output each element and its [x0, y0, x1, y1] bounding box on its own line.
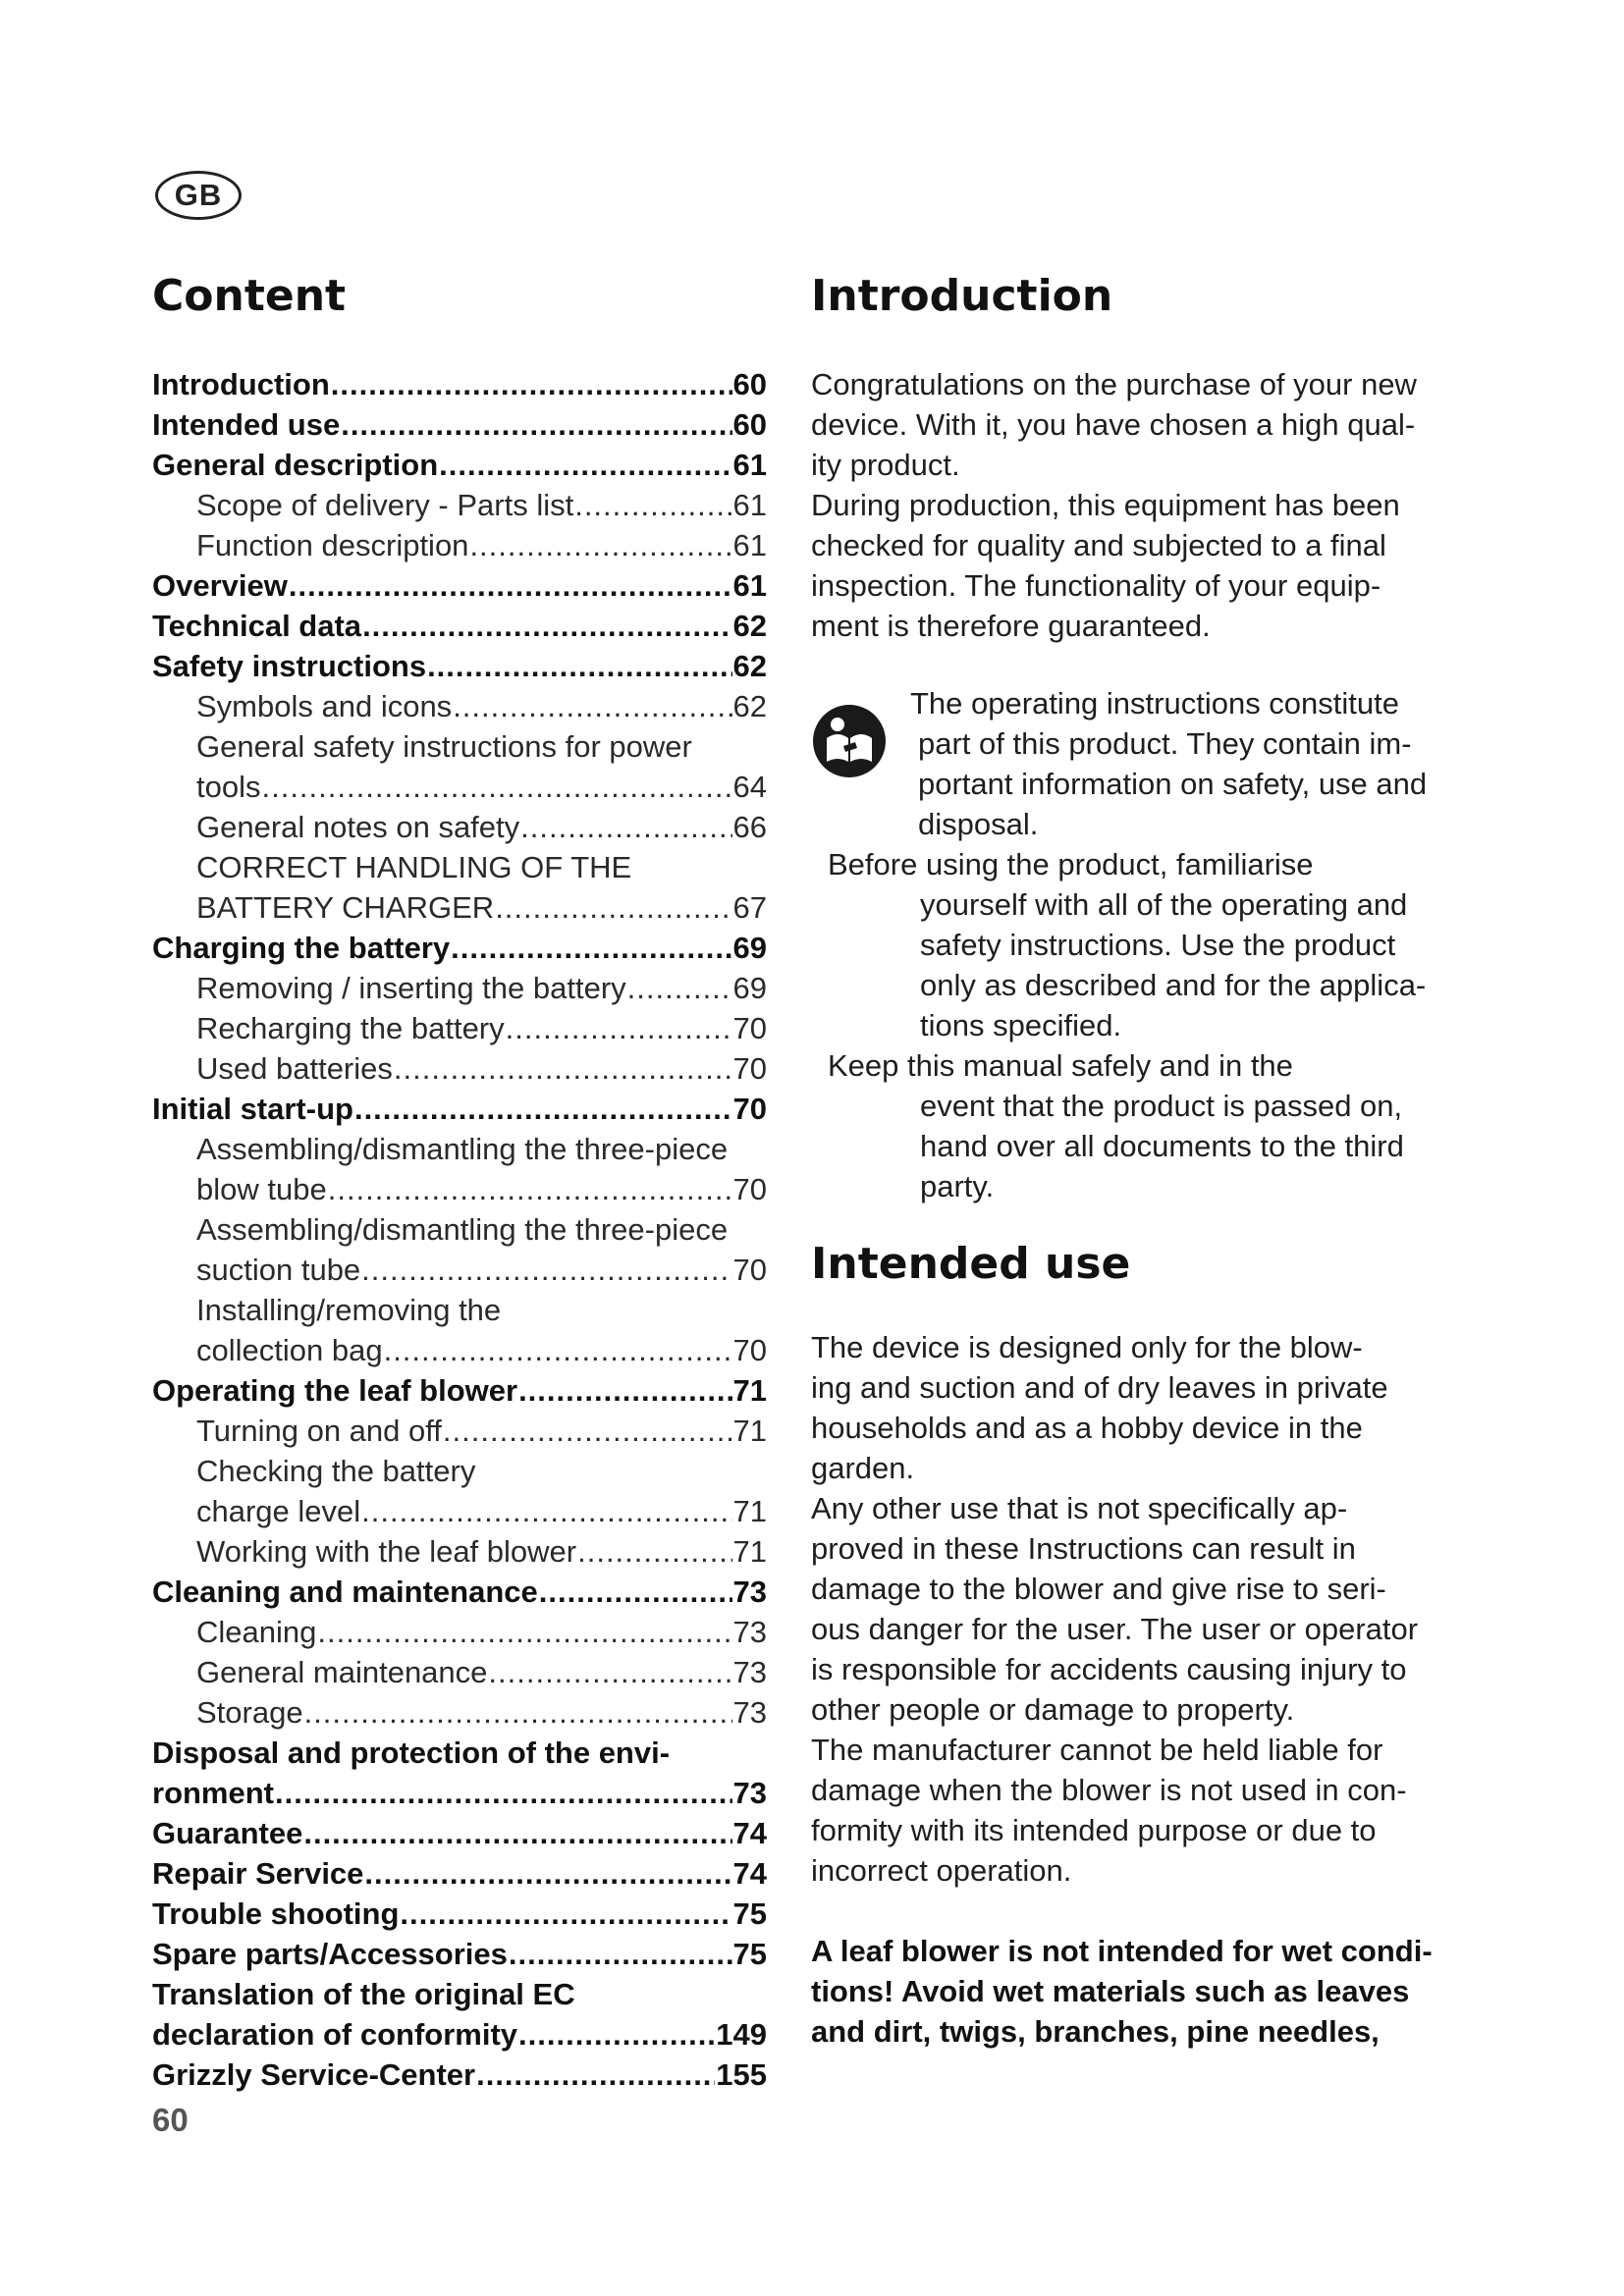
toc-entry-page: 75	[732, 1896, 767, 1931]
toc-entry-title: charge level	[196, 1494, 361, 1528]
text-line: During production, this equipment has been	[811, 488, 1400, 522]
toc-leader-dots	[341, 404, 731, 445]
toc-entry	[152, 887, 767, 928]
toc-entry-title: collection bag	[196, 1333, 383, 1367]
toc-entry	[152, 1008, 767, 1048]
toc-entry-page: 70	[732, 1092, 767, 1126]
toc-entry	[152, 364, 767, 404]
toc-entry	[152, 968, 767, 1008]
toc-leader-dots	[275, 1773, 732, 1813]
toc-entry-title: Trouble shooting	[152, 1896, 400, 1931]
toc-entry	[152, 928, 767, 968]
toc-entry	[152, 1250, 767, 1290]
toc-leader-dots	[518, 1370, 731, 1411]
toc-entry-title: Removing / inserting the battery	[196, 971, 626, 1005]
text-line: The operating instructions constitute	[910, 686, 1399, 721]
text-line: tions specified.	[920, 1008, 1122, 1042]
toc-entry	[152, 646, 767, 686]
toc-entry	[152, 1733, 767, 1773]
text-line: tions! Avoid wet materials such as leaves	[811, 1974, 1410, 2008]
toc-leader-dots	[362, 606, 731, 646]
toc-leader-dots	[627, 968, 732, 1008]
toc-entry-title: Intended use	[152, 407, 341, 442]
toc-entry-title: Overview	[152, 568, 288, 603]
toc-entry	[152, 1974, 767, 2014]
toc-entry-title: Spare parts/Accessories	[152, 1937, 508, 1971]
toc-entry	[152, 606, 767, 646]
toc-entry-page: 75	[732, 1937, 767, 1971]
toc-entry	[152, 404, 767, 445]
toc-entry-title: Introduction	[152, 367, 330, 401]
toc-entry	[152, 1652, 767, 1692]
toc-entry-title: Assembling/dismantling the three-piece	[196, 1132, 729, 1166]
toc-leader-dots	[443, 1411, 732, 1451]
toc-entry	[152, 1330, 767, 1370]
toc-entry-page: 70	[732, 1172, 767, 1206]
toc-leader-dots	[476, 2055, 715, 2095]
toc-entry-title: Turning on and off	[196, 1414, 442, 1448]
toc-entry	[152, 1773, 767, 1813]
text-line: device. With it, you have chosen a high qual-	[811, 407, 1416, 442]
toc-entry-title: Technical data	[152, 609, 362, 643]
toc-entry-page: 62	[732, 649, 767, 683]
toc-entry-title: Function description	[196, 528, 469, 562]
toc-leader-dots	[261, 767, 731, 807]
toc-entry-title: General description	[152, 448, 439, 482]
text-line: ous danger for the user. The user or operator	[811, 1612, 1419, 1646]
text-line: A leaf blower is not intended for wet condi-	[811, 1934, 1433, 1968]
toc-entry-page: 73	[732, 1776, 767, 1810]
toc-leader-dots	[488, 1652, 731, 1692]
toc-entry	[152, 847, 767, 887]
toc-entry	[152, 1612, 767, 1652]
toc-entry-page: 60	[732, 367, 767, 401]
toc-entry	[152, 1370, 767, 1411]
toc-leader-dots	[539, 1572, 732, 1612]
text-line: is responsible for accidents causing injury to	[811, 1652, 1407, 1686]
toc-entry	[152, 1451, 767, 1491]
toc-entry-page: 71	[732, 1494, 767, 1528]
toc-leader-dots	[506, 1008, 732, 1048]
toc-entry-title: BATTERY CHARGER	[196, 890, 495, 925]
text-line: inspection. The functionality of your equip-	[811, 568, 1381, 603]
toc-entry-page: 61	[732, 528, 767, 562]
introduction-paragraph	[811, 364, 1459, 646]
toc-entry	[152, 767, 767, 807]
toc-entry-page: 71	[732, 1414, 767, 1448]
intended-use-body	[811, 1327, 1459, 1891]
toc-entry	[152, 686, 767, 726]
toc-entry-page: 73	[732, 1615, 767, 1649]
toc-entry-title: ronment	[152, 1776, 274, 1810]
toc-entry-title: Safety instructions	[152, 649, 427, 683]
toc-entry-title: blow tube	[196, 1172, 327, 1206]
table-of-contents	[152, 364, 767, 2095]
toc-entry	[152, 1853, 767, 1894]
toc-entry-title: Symbols and icons	[196, 689, 453, 723]
text-line: ity product.	[811, 448, 960, 482]
toc-entry-page: 69	[732, 931, 767, 965]
toc-entry	[152, 445, 767, 485]
toc-entry-title: General safety instructions for power	[196, 729, 692, 764]
text-line: incorrect operation.	[811, 1853, 1072, 1888]
introduction-body	[811, 364, 1459, 646]
text-line: safety instructions. Use the product	[920, 928, 1396, 962]
toc-leader-dots	[453, 686, 731, 726]
toc-leader-dots	[577, 1531, 731, 1572]
toc-entry-title: Charging the battery	[152, 931, 451, 965]
wet-conditions-warning	[811, 1931, 1459, 2052]
text-line: other people or damage to property.	[811, 1692, 1295, 1727]
toc-entry-title: suction tube	[196, 1253, 361, 1287]
toc-entry-page: 66	[732, 810, 767, 844]
toc-entry-title: Installing/removing the	[196, 1293, 502, 1327]
toc-entry-page: 71	[732, 1534, 767, 1569]
toc-entry	[152, 2014, 767, 2055]
text-line: proved in these Instructions can result in	[811, 1531, 1356, 1566]
text-line: Any other use that is not specifically ap-	[811, 1491, 1348, 1525]
text-line: damage when the blower is not used in con-	[811, 1773, 1407, 1807]
toc-entry-page: 60	[732, 407, 767, 442]
before-use-paragraph	[828, 844, 1476, 1045]
toc-entry-page: 155	[716, 2057, 767, 2092]
toc-entry-title: Scope of delivery - Parts list	[196, 488, 574, 522]
toc-entry	[152, 565, 767, 606]
toc-entry-page: 70	[732, 1333, 767, 1367]
text-line: checked for quality and subjected to a final	[811, 528, 1386, 562]
toc-entry	[152, 485, 767, 525]
toc-leader-dots	[361, 1250, 731, 1290]
text-line: Before using the product, familiarise	[828, 847, 1314, 881]
toc-leader-dots	[289, 565, 732, 606]
toc-entry	[152, 1290, 767, 1330]
text-line: yourself with all of the operating and	[920, 887, 1408, 922]
text-line: portant information on safety, use and	[918, 767, 1428, 801]
toc-entry-page: 64	[732, 770, 767, 804]
toc-entry	[152, 726, 767, 767]
toc-entry	[152, 1089, 767, 1129]
toc-entry-page: 74	[732, 1856, 767, 1891]
toc-entry-title: Assembling/dismantling the three-piece	[196, 1212, 729, 1247]
text-line: hand over all documents to the third	[920, 1129, 1404, 1163]
toc-entry-title: tools	[196, 770, 261, 804]
page-number: 60	[152, 2102, 189, 2138]
toc-entry-title: Guarantee	[152, 1816, 303, 1850]
toc-entry	[152, 1894, 767, 1934]
toc-leader-dots	[574, 485, 731, 525]
toc-entry	[152, 2055, 767, 2095]
toc-entry-page: 73	[732, 1655, 767, 1689]
toc-entry	[152, 1934, 767, 1974]
toc-leader-dots	[328, 1169, 732, 1209]
toc-leader-dots	[364, 1853, 731, 1894]
intended-use-paragraph	[811, 1327, 1459, 1891]
text-line: Keep this manual safely and in the	[828, 1048, 1293, 1083]
toc-entry	[152, 1531, 767, 1572]
toc-entry	[152, 1491, 767, 1531]
toc-entry-title: Recharging the battery	[196, 1011, 505, 1045]
toc-entry-page: 61	[732, 448, 767, 482]
toc-leader-dots	[509, 1934, 732, 1974]
warning-paragraph	[811, 1931, 1459, 2052]
intended-use-heading: Intended use	[811, 1239, 1131, 1289]
read-manual-icon	[811, 703, 888, 779]
toc-entry	[152, 807, 767, 847]
toc-leader-dots	[400, 1894, 731, 1934]
toc-entry-page: 69	[732, 971, 767, 1005]
toc-entry-title: Translation of the original EC	[152, 1977, 575, 2011]
keep-manual-paragraph	[828, 1045, 1476, 1206]
text-line: event that the product is passed on,	[920, 1089, 1403, 1123]
toc-entry-title: Used batteries	[196, 1051, 393, 1086]
toc-entry-page: 73	[732, 1575, 767, 1609]
toc-leader-dots	[394, 1048, 732, 1089]
text-line: party.	[920, 1169, 995, 1203]
text-line: and dirt, twigs, branches, pine needles,	[811, 2014, 1380, 2049]
toc-entry	[152, 525, 767, 565]
text-line: Congratulations on the purchase of your new	[811, 367, 1417, 401]
toc-entry-page: 73	[732, 1695, 767, 1730]
toc-entry-page: 62	[732, 609, 767, 643]
text-line: damage to the blower and give rise to seri-	[811, 1572, 1386, 1606]
toc-leader-dots	[439, 445, 731, 485]
text-line: ment is therefore guaranteed.	[811, 609, 1211, 643]
content-heading: Content	[152, 271, 347, 321]
toc-entry-page: 70	[732, 1011, 767, 1045]
text-line: The manufacturer cannot be held liable for	[811, 1733, 1383, 1767]
text-line: only as described and for the applica-	[920, 968, 1427, 1002]
toc-leader-dots	[469, 525, 731, 565]
text-line: disposal.	[918, 807, 1039, 841]
text-line: garden.	[811, 1451, 915, 1485]
toc-entry-page: 70	[732, 1253, 767, 1287]
toc-entry	[152, 1129, 767, 1169]
text-line: formity with its intended purpose or due to	[811, 1813, 1377, 1847]
text-line: households and as a hobby device in the	[811, 1411, 1363, 1445]
toc-entry-page: 61	[732, 568, 767, 603]
toc-entry-page: 70	[732, 1051, 767, 1086]
toc-leader-dots	[520, 807, 731, 847]
toc-entry-title: Storage	[196, 1695, 303, 1730]
toc-entry-title: Operating the leaf blower	[152, 1373, 518, 1408]
toc-leader-dots	[518, 2014, 715, 2055]
toc-entry-title: declaration of conformity	[152, 2017, 518, 2052]
toc-entry-page: 62	[732, 689, 767, 723]
toc-leader-dots	[304, 1692, 732, 1733]
toc-leader-dots	[384, 1330, 732, 1370]
toc-entry-title: Disposal and protection of the envi-	[152, 1735, 671, 1770]
toc-leader-dots	[495, 887, 731, 928]
text-line: part of this product. They contain im-	[918, 726, 1412, 761]
toc-leader-dots	[317, 1612, 731, 1652]
toc-entry	[152, 1048, 767, 1089]
toc-leader-dots	[427, 646, 731, 686]
toc-entry	[152, 1209, 767, 1250]
toc-entry	[152, 1813, 767, 1853]
toc-entry-title: Working with the leaf blower	[196, 1534, 577, 1569]
note-text	[910, 683, 1470, 844]
toc-entry	[152, 1169, 767, 1209]
toc-entry-page: 74	[732, 1816, 767, 1850]
toc-entry-title: CORRECT HANDLING OF THE	[196, 850, 632, 884]
toc-leader-dots	[303, 1813, 731, 1853]
toc-leader-dots	[354, 1089, 732, 1129]
toc-entry-title: Cleaning and maintenance	[152, 1575, 538, 1609]
toc-entry	[152, 1692, 767, 1733]
toc-entry-page: 71	[732, 1373, 767, 1408]
country-badge-gb: GB	[155, 171, 242, 220]
toc-entry-page: 61	[732, 488, 767, 522]
toc-entry-title: Initial start-up	[152, 1092, 353, 1126]
toc-entry-title: Repair Service	[152, 1856, 364, 1891]
toc-leader-dots	[361, 1491, 731, 1531]
text-line: ing and suction and of dry leaves in private	[811, 1370, 1388, 1405]
toc-entry-title: General notes on safety	[196, 810, 520, 844]
toc-entry-title: General maintenance	[196, 1655, 488, 1689]
text-line: The device is designed only for the blow-	[811, 1330, 1363, 1364]
toc-entry-page: 67	[732, 890, 767, 925]
toc-leader-dots	[331, 364, 732, 404]
toc-entry-title: Cleaning	[196, 1615, 317, 1649]
toc-entry	[152, 1572, 767, 1612]
toc-entry-title: Checking the battery	[196, 1454, 476, 1488]
toc-entry	[152, 1411, 767, 1451]
toc-entry-title: Grizzly Service-Center	[152, 2057, 476, 2092]
toc-entry-page: 149	[716, 2017, 767, 2052]
introduction-heading: Introduction	[811, 271, 1113, 321]
toc-leader-dots	[451, 928, 731, 968]
